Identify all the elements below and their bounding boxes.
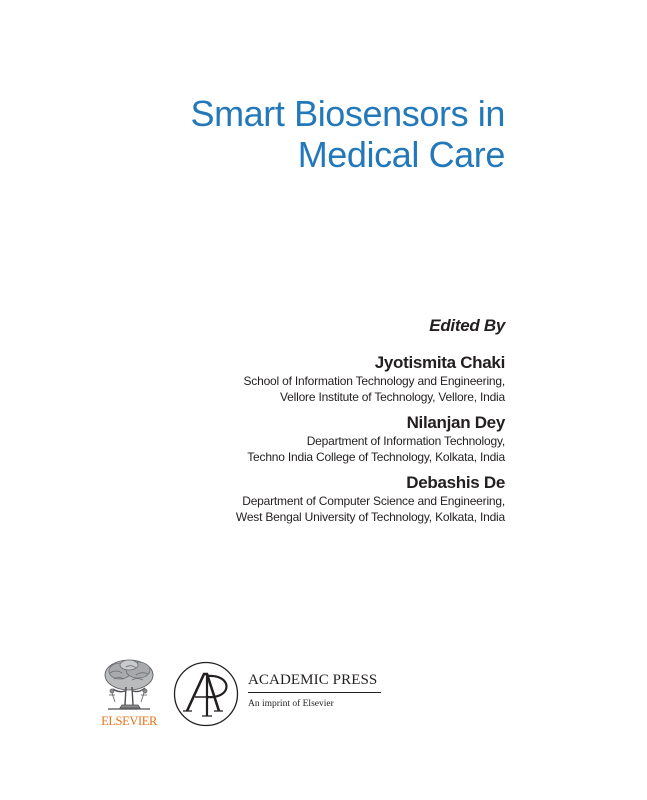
editor-affiliation-line: Techno India College of Technology, Kolkata, India xyxy=(247,450,505,464)
editor-affiliation-line: West Bengal University of Technology, Kolkata, India xyxy=(235,510,505,524)
editor-affiliation-line: School of Information Technology and Engineering, xyxy=(243,374,505,388)
editor-name: Jyotismita Chaki xyxy=(374,353,505,372)
editor-affiliation-line: Vellore Institute of Technology, Vellore, India xyxy=(280,390,505,404)
elsevier-wordmark: ELSEVIER xyxy=(101,714,157,728)
academic-press-ap-monogram-icon xyxy=(173,661,239,727)
editor-affiliation-line: Department of Information Technology, xyxy=(306,434,505,448)
elsevier-tree-logo-icon xyxy=(100,657,158,715)
editor-name: Debashis De xyxy=(406,473,505,492)
edited-by-heading: Edited By xyxy=(429,316,505,335)
editor-entry xyxy=(150,473,505,525)
publisher-logos xyxy=(98,657,398,737)
academic-press-name: ACADEMIC PRESS xyxy=(248,672,378,688)
editor-name: Nilanjan Dey xyxy=(406,413,505,432)
book-title xyxy=(100,93,505,175)
academic-press-rule xyxy=(248,692,381,693)
elsevier-logo xyxy=(98,657,160,729)
imprint-line: An imprint of Elsevier xyxy=(248,699,334,709)
editor-affiliation-line: Department of Computer Science and Engineering, xyxy=(242,494,505,508)
book-title-line-2: Medical Care xyxy=(297,134,505,175)
editor-entry xyxy=(150,353,505,405)
editor-entry xyxy=(150,413,505,465)
book-title-line-1: Smart Biosensors in xyxy=(190,93,505,134)
editors-block xyxy=(150,316,505,525)
academic-press-wordmark xyxy=(248,671,388,710)
